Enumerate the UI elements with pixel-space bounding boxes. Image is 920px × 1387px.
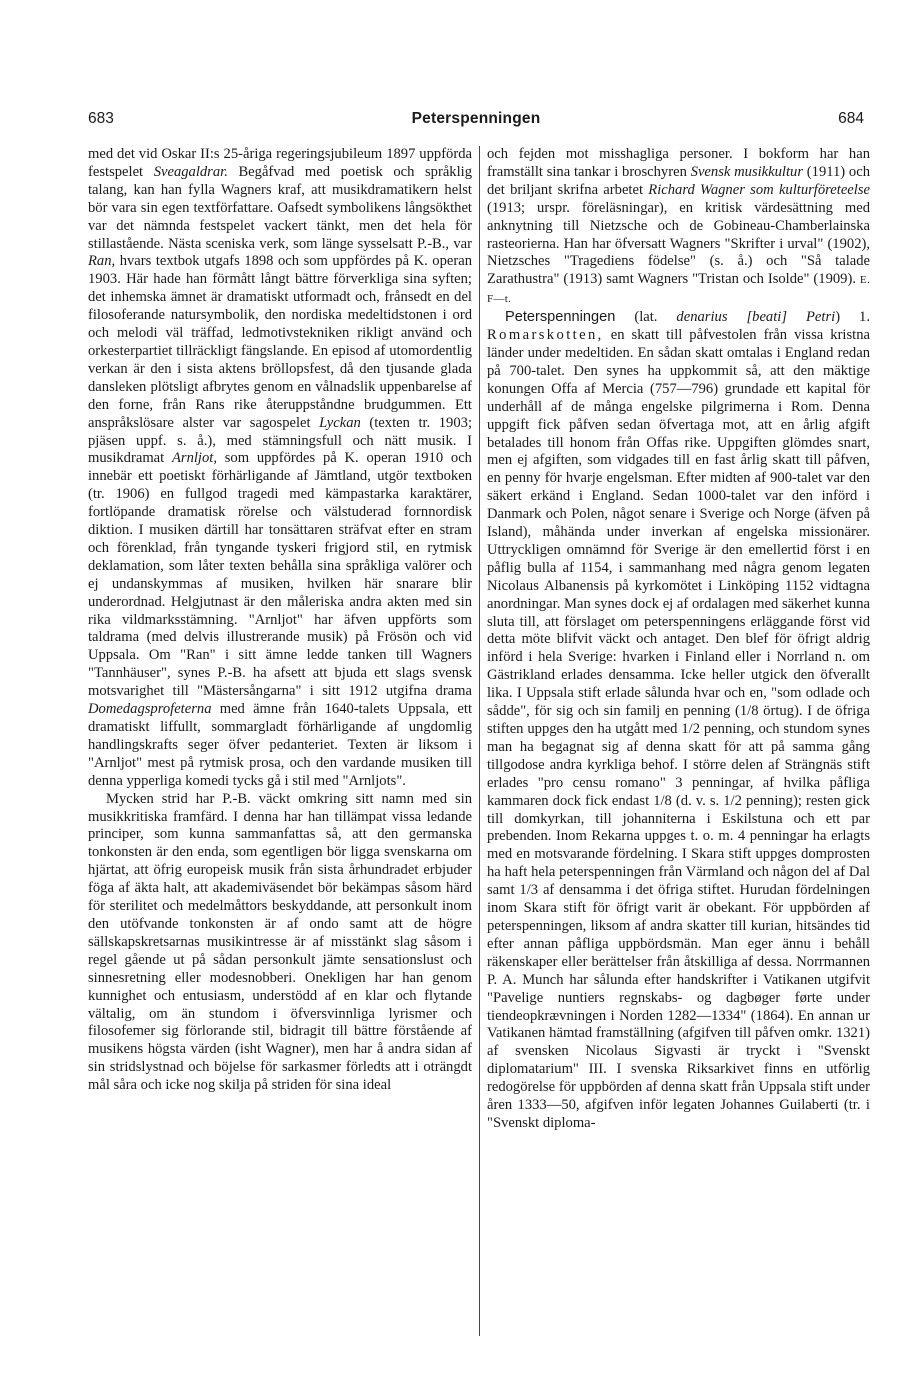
latin-term: denarius [beati] Petri — [676, 309, 836, 326]
page-title: Peterspenningen — [411, 110, 541, 127]
text-run: (1913; urspr. föreläsningar), en kritisk värdesättning med anknytning till Nietzsche och de Gobineau-Chamberlainska rasteorierna. Han har öfversatt Wagners "Skrifter i urval" (1902), Nietzsches "Tragediens födelse" (s. å.) och "Så talade Zarathustra" (1913) samt Wagners "Tristan och Isolde" (1909). — [487, 199, 870, 288]
text-run: och fejden mot misshagliga personer. I bokform har han framställt sina tankar i broschyren — [487, 146, 870, 180]
text-run: (1911) och det briljant skrifna arbetet — [487, 163, 871, 198]
page-number-left: 683 — [88, 110, 114, 127]
work-title: Arnljot, — [171, 450, 217, 467]
right-column — [487, 146, 870, 1133]
work-title: Sveagaldrar. — [153, 163, 228, 180]
text-run: Begåfvad med poetisk och språklig talang, kan han fylla Wagners kraf, att musikdramatikern helst bör vara sin egen textförfattare. Oafsedt symbolikens långsökthet var det nämnda festspelet vackert tänkt, men det hela för stillastående. Nästa sceniska verk, som länge sysselsatt P.-B., var — [88, 163, 472, 252]
work-title: Ran, — [88, 253, 116, 270]
text-run: (lat. — [615, 309, 677, 326]
work-title: Svensk musikkultur — [690, 163, 804, 180]
page-number-right: 684 — [838, 110, 864, 127]
text-run: en skatt till påfvestolen från vissa kristna länder under medeltiden. En sådan skatt omtalas i England redan på 700-talet. Den synes ha uppkommit så, att den mäktige konungen Offa af Mercia (757—796) grundade ett kapital för underhåll af de många engelske pilgrimerna i Rom. Denna uppgift fick påfven sedan öfvertaga mot, att en årlig afgift betalades till honom från Offas rike. Uppgiften glömdes snart, men ej afgiften, som vidgades till en fast årlig skatt till påfven, en penny för hvarje engelsman. Efter midten af 900-talet var den säkert erkänd i England. Sedan 1000-talet var den införd i Danmark och Polen, något senare i Sverige och Norge (äfven på Island), måhända under inverkan af engelska missionärer. Uttryckligen omnämnd för Sverige är den emellertid först i en påflig bulla af 1154, i sammanhang med några genom legaten Nicolaus Albanensis på kyrkomötet i Linköping 1152 vidtagna anordningar. Man synes dock ej af ordalagen med säkerhet kunna sluta till, att förslaget om peterspenningens erläggande först vid detta möte blifvit väckt och antaget. Den blef för öfrigt aldrig införd i hela Sverige: hvarken i Finland eller i Norrland n. om Gästrikland erlades densamma. Icke heller utgick den öfverallt lika. I Uppsala stift erlade sålunda hvar och en, "som odlade och sådde", för sig och sin familj en penning (1/8 örtug). I de öfriga stiften uppges den ha utgått med 1/2 penning, och stundom synes man ha begagnat sig af denna skatt för att på samma gång tillgodose andra kyrkliga behof. I större delen af Strängnäs stift erlades "pro censu romano" 3 penningar, af hvilka påfliga kammaren dock fick endast 1/8 (d. v. s. 1/2 penning); resten gick till domkyrkan, till johanniterna i Eskilstuna och ett par prebenden. Inom Rekarna uppges t. o. m. 4 penningar ha erlagts med en motsvarande fördelning. I Skara stift uppges domprosten ha haft hela peterspenningen från Värmland och någon del af Dal samt 1/3 af densamma i det öfriga stiftet. Hurudan fördelningen inom Skara stift för öfrigt varit är obekant. För uppbörden af peterspenningen, liksom af andra skatter till kurian, hitsändes tid efter annan påfliga uppbördsmän. Man eger ännu i behåll räkenskaper eller berättelser från åtskilliga af dessa. Norrmannen P. A. Munch har sålunda efter handskrifter i Vatikanen utgifvit "Pavelige nuntiers regnskabs- og dagbøger førte under tiendeopkrævningen i Norden 1282—1334" (1864). En annan ur Vatikanen hämtad framställning (afgifven till påfven omkr. 1321) af svensken Nicolaus Sigvasti är tryckt i "Svenskt diplomatarium" III. I svenska Riksarkivet finns en utförlig redogörelse för uppbörden af denna skatt från Uppsala stift under åren 1333—50, afgifven inför legaten Johannes Guilaberti (tr. i "Svenskt diploma- — [487, 327, 870, 1131]
spaced-term: Romarskotten, — [487, 327, 604, 344]
text-run: med ämne från 1640-talets Uppsala, ett dramatiskt liffullt, sommargladt förhärligande af ungdomlig handlingskrafts seger öfver pedanteriet. Texten är liksom i "Arnljot" mest på rytmisk prosa, och den vardande musiken till denna ypperliga komedi tycks gå i stil med "Arnljots". — [88, 701, 472, 789]
left-column — [88, 146, 472, 1095]
text-run: (texten tr. 1903; pjäsen uppf. s. å.), med stämningsfull och nätt musik. I musikdramat — [88, 414, 472, 467]
left-paragraph-1 — [88, 146, 472, 791]
text-run: ) 1. — [835, 309, 870, 326]
work-title: Domedagsprofeterna — [88, 701, 212, 718]
right-paragraph-1 — [487, 146, 870, 309]
left-paragraph-2: Mycken strid har P.-B. väckt omkring sitt namn med sin musikkritiska framfärd. I denna har han tillämpat vissa ledande principer, som kunna sammanfattas så, att den germanska tonkonsten är den enda, som egentligen bör ligga svenskarna om hjärtat, att öfrig europeisk musik från sista århundradet erbjuder föga af äkta halt, att akademiväsendet bör bekämpas såsom härd för sterilitet och medelmåttors beskyddande, att personkult inom den utöfvande tonkonsten är af ondo samt att de högre sällskapskretsarnas musikintresse är af misstänkt slag såsom i regel gående ut på sådan personkult jämte sensationslust och sinnesretning eller modesnobberi. Onekligen har han genom kunnighet och entusiasm, understödd af en klar och flytande vältalig, om än stundom i öfversvinnliga lyrismer och filosofemer sig förlorande stil, bidragit till bättre förstående af musikens högsta värden (isht Wagner), men har å andra sidan af sin stridslystnad och böjelse för sarkasmer förledts att i oträngdt mål såra och icke nog skilja på striden för sina ideal — [88, 790, 472, 1094]
text-run: som uppfördes på K. operan 1910 och innebär ett poetiskt förhärligande af Jämtland, utgör textboken (tr. 1906) en fullgod tragedi med kämpastarka karaktärer, fortlöpande dramatisk rörelse och välstuderad fornnordisk diktion. I musiken därtill har tonsättaren sträfvat efter en stram och förenklad, från tyngande tyskeri frigjord stil, en rytmisk deklamation, som låter texten behålla sina språkliga valörer och ej undanskymmas af musiken, hvilken här snarare blir underordnad. Helgjutnast är den måleriska andra akten med sin rika vildmarksstämning. "Arnljot" har äfven uppförts som taldrama (med delvis illustrerande musik) på Frösön och vid Uppsala. Om "Ran" i sitt ämne ledde tanken till Wagners "Tannhäuser", synes P.-B. ha afsett att bjuda ett slags svensk motsvarighet till "Mästersångarna" i sitt 1912 utgifna drama — [88, 450, 472, 700]
page-header — [88, 110, 864, 132]
entry-headword: Peterspenningen — [505, 309, 616, 326]
text-run: med det vid Oskar II:s 25-åriga regeringsjubileum 1897 uppförda festspelet — [88, 146, 472, 180]
work-title: Richard Wagner som kulturföreteelse — [648, 181, 870, 198]
entry-peterspenningen — [487, 309, 870, 1133]
text-run: hvars textbok utgafs 1898 och som uppfördes på K. operan 1903. Här hade han förmått långt bättre förverkliga sina syften; det inhemska ämnet är dramatiskt utformadt och, frånsedt en del filosoferande natursymbolik, den nordiska medeltidstonen i ord och melodi väl träffad, ledmotivstekniken rikligt använd och orkesterpartiet tillräckligt fängslande. En episod af utomordentlig verkan är den i sista aktens bröllopsfest, då den tjusande glada dansleken plötsligt afbrytes genom en vålnadslik uppenbarelse af den forne, från Rans rike återuppståndne brudgummen. Ett anspråkslösare alster var sagospelet — [88, 253, 472, 431]
author-signature: E. F—t. — [487, 274, 870, 306]
column-divider — [479, 146, 480, 1336]
work-title: Lyckan — [319, 414, 361, 431]
